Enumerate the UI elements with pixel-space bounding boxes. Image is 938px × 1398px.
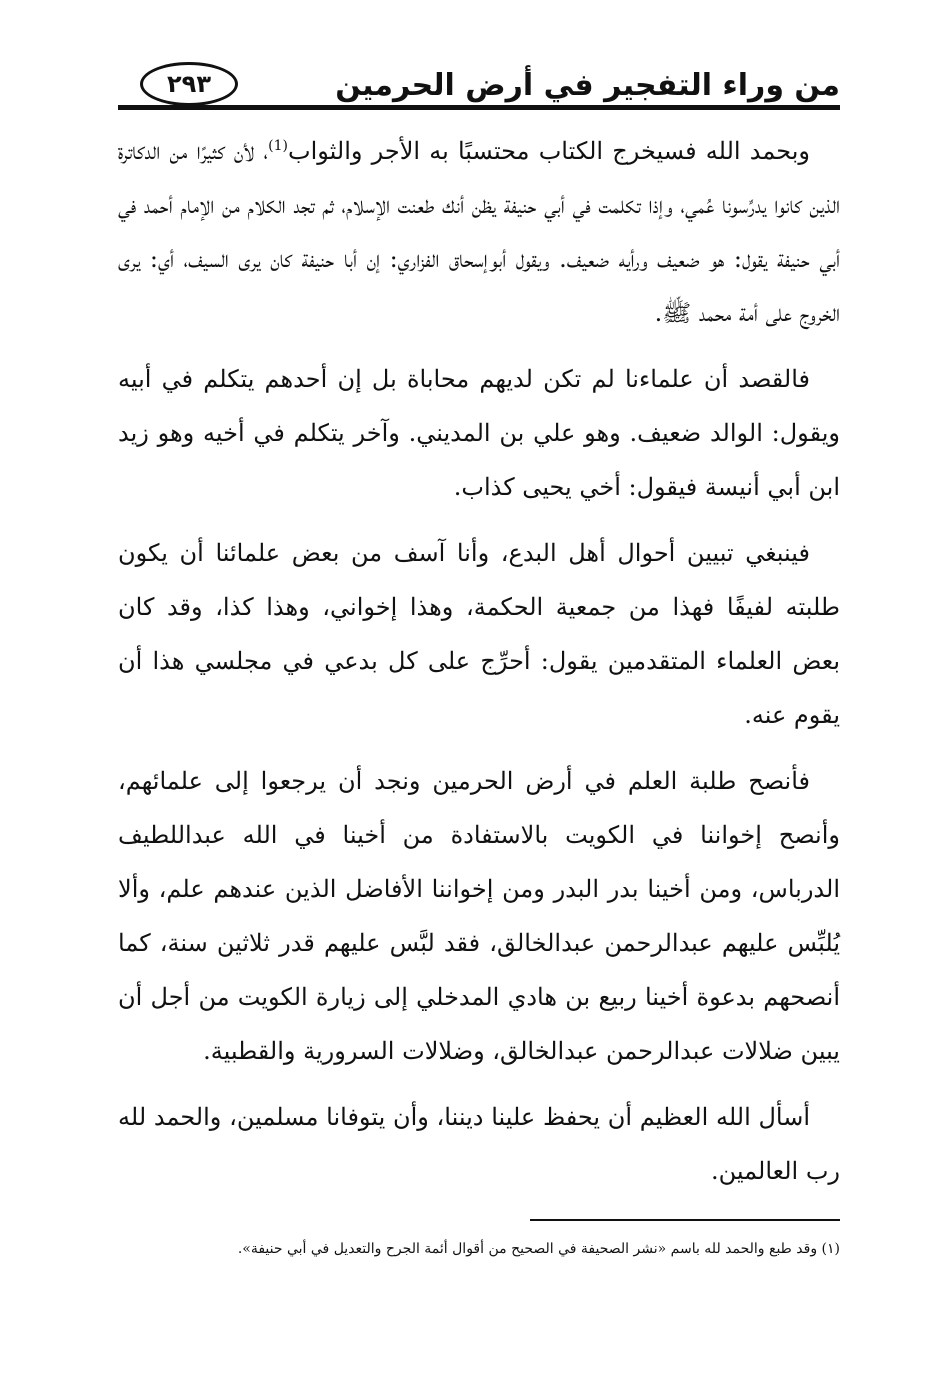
footnote-marker: (١) [821, 1241, 840, 1257]
paragraph-2: فالقصد أن علماءنا لم تكن لديهم محاباة بل إن أحدهم يتكلم في أبيه ويقول: الوالد ضعيف. وهو علي بن المديني. وآخر يتكلم في أخيه وهو زيد ابن أبي أنيسة فيقول: أخي يحيى كذاب. [118, 365, 840, 501]
page-number: ٢٩٣ [167, 70, 211, 98]
paragraph-4: فأنصح طلبة العلم في أرض الحرمين ونجد أن يرجعوا إلى علمائهم، وأنصح إخواننا في الكويت بالاستفادة من أخينا في الله عبداللطيف الدرباس، ومن أخينا بدر البدر ومن إخواننا الأفاضل الذين عندهم علم، وألا يُلبِّس عليهم عبدالرحمن عبدالخالق، فقد لبَّس عليهم قدر ثلاثين سنة، كما أنصحهم بدعوة أخينا ربيع بن هادي المدخلي إلى زيارة الكويت من أجل أن يبين ضلالات عبدالرحمن عبدالخالق، وضلالات السرورية والقطبية. [118, 767, 841, 1065]
footnote-text: وقد طبع والحمد لله باسم «نشر الصحيفة في الصحيح من أقوال أئمة الجرح والتعديل في أبي حنيفة». [237, 1241, 818, 1257]
footnote-rule [530, 1219, 840, 1221]
page-header [118, 58, 840, 116]
footnote-reference: (1) [268, 138, 288, 154]
header-rule [118, 105, 840, 110]
page-number-badge [140, 62, 238, 106]
body-text [118, 124, 840, 1210]
paragraph-1 [118, 124, 840, 340]
paragraph-5: أسأل الله العظيم أن يحفظ علينا ديننا، وأن يتوفانا مسلمين، والحمد لله رب العالمين. [118, 1103, 840, 1185]
paragraph-1-part-a: وبحمد الله فسيخرج الكتاب محتسبًا به الأجر والثواب [287, 137, 811, 165]
running-title: من وراء التفجير في أرض الحرمين [335, 68, 840, 103]
footnote [150, 1236, 840, 1262]
paragraph-3: فينبغي تبيين أحوال أهل البدع، وأنا آسف من بعض علمائنا أن يكون طلبته لفيفًا فهذا من جمعية الحكمة، وهذا إخواني، وهذا كذا، وقد كان بعض العلماء المتقدمين يقول: أحرِّج على كل بدعي في مجلسي هذا أن يقوم عنه. [118, 539, 840, 729]
paragraph-1-part-b: ، لأن كثيرًا من الدكاترة الذين كانوا يدرِّسونا عُمي، وإذا تكلمت في أبي حنيفة يظن أنك طعنت الإسلام، ثم تجد الكلام من الإمام أحمد في أبي حنيفة يقول: هو ضعيف ورأيه ضعيف. ويقول أبوإسحاق الفزاري: إن أبا حنيفة كان يرى السيف، أي: يرى الخروج على أمة محمد ﷺ. [118, 137, 840, 327]
